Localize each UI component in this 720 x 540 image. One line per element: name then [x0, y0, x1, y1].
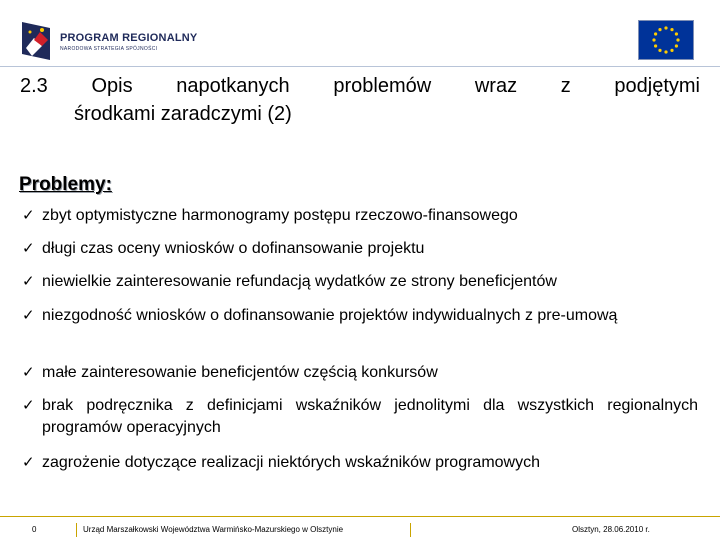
list-item [22, 362, 698, 384]
checkmark-icon: ✓ [22, 364, 35, 381]
page-number: 0 [32, 525, 37, 534]
checkmark-icon: ✓ [22, 207, 35, 224]
footer-institution: Urząd Marszałkowski Województwa Warmińsko-Mazurskiego w Olsztynie [83, 525, 344, 534]
list-item [22, 305, 698, 327]
list-item [22, 452, 698, 474]
list-item [22, 238, 698, 260]
slide-title-line2: środkami zaradczymi (2) [74, 103, 292, 125]
checkmark-icon: ✓ [22, 273, 35, 290]
list-item-text: niewielkie zainteresowanie refundacją wydatków ze strony beneficjentów [42, 273, 557, 290]
checkmark-icon: ✓ [22, 454, 35, 471]
program-name: PROGRAM REGIONALNY [60, 32, 198, 44]
list-item-text: brak podręcznika z definicjami wskaźników jednolitymi dla wszystkich regionalnych programów operacyjnych [42, 397, 698, 436]
list-item [22, 205, 698, 227]
program-regionalny-logo [20, 18, 220, 62]
checkmark-icon: ✓ [22, 397, 35, 414]
program-regionalny-logo-icon [20, 18, 54, 62]
list-item-text: niezgodność wniosków o dofinansowanie projektów indywidualnych z pre-umową [42, 307, 618, 324]
checkmark-icon: ✓ [22, 307, 35, 324]
list-item [22, 395, 698, 439]
list-item-text: zagrożenie dotyczące realizacji niektórych wskaźników programowych [42, 454, 540, 471]
list-item-text: małe zainteresowanie beneficjentów częścią konkursów [42, 364, 438, 381]
eu-flag-icon [638, 20, 694, 60]
footer-separator [410, 523, 411, 537]
footer-divider [0, 516, 720, 517]
list-item [22, 271, 698, 293]
footer-date: Olsztyn, 28.06.2010 r. [572, 525, 650, 534]
list-item-text: długi czas oceny wniosków o dofinansowanie projektu [42, 240, 425, 257]
program-subtitle: NARODOWA STRATEGIA SPÓJNOŚCI [60, 46, 158, 52]
header-divider [0, 66, 720, 67]
checkmark-icon: ✓ [22, 240, 35, 257]
footer-separator [76, 523, 77, 537]
section-heading: Problemy: [19, 174, 112, 195]
footer [0, 520, 720, 540]
slide-title [20, 72, 700, 128]
slide-title-line1: 2.3 Opis napotkanych problemów wraz z podjętymi [20, 75, 700, 97]
list-item-text: zbyt optymistyczne harmonogramy postępu rzeczowo-finansowego [42, 207, 518, 224]
